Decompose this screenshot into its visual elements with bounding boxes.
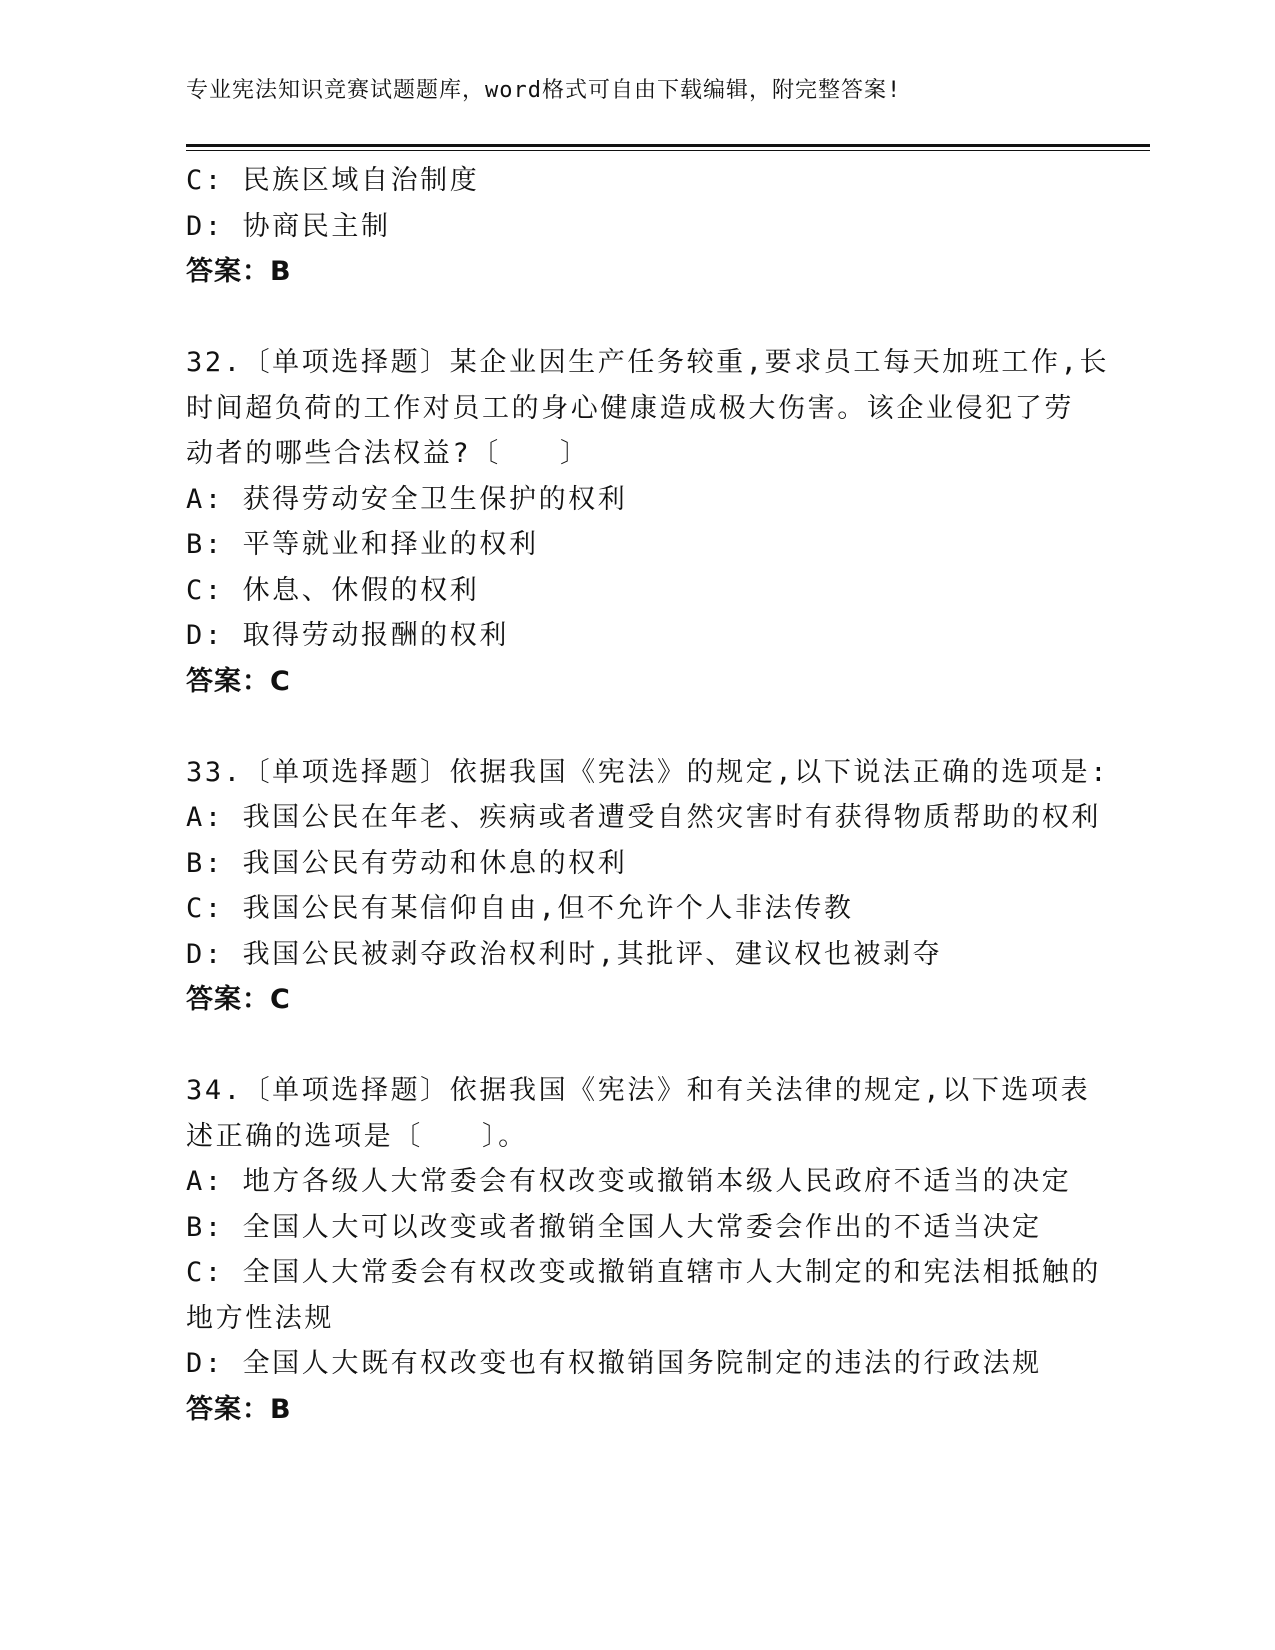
question-stem-line: 时间超负荷的工作对员工的身心健康造成极大伤害。该企业侵犯了劳 bbox=[186, 392, 1074, 424]
page-header: 专业宪法知识竞赛试题题库，word格式可自由下载编辑，附完整答案! bbox=[186, 78, 902, 103]
option-line: B: 平等就业和择业的权利 bbox=[186, 529, 539, 560]
option-line: D: 我国公民被剥夺政治权利时,其批评、建议权也被剥夺 bbox=[186, 938, 943, 970]
option-line: D: 协商民主制 bbox=[186, 210, 391, 242]
spacer bbox=[186, 1023, 1150, 1069]
option-line: C: 全国人大常委会有权改变或撤销直辖市人大制定的和宪法相抵触的 bbox=[186, 1257, 1101, 1288]
option-line: 地方性法规 bbox=[186, 1302, 334, 1334]
question-stem-line: 述正确的选项是〔 〕。 bbox=[186, 1120, 528, 1152]
option-line: C: 我国公民有某信仰自由,但不允许个人非法传教 bbox=[186, 893, 854, 924]
option-line: A: 地方各级人大常委会有权改变或撤销本级人民政府不适当的决定 bbox=[186, 1166, 1072, 1197]
option-line: A: 我国公民在年老、疾病或者遭受自然灾害时有获得物质帮助的权利 bbox=[186, 802, 1101, 833]
spacer bbox=[186, 295, 1150, 341]
answer-line: 答案：B bbox=[186, 256, 292, 287]
option-line: B: 我国公民有劳动和休息的权利 bbox=[186, 847, 628, 879]
header-rule-thin bbox=[186, 150, 1150, 151]
document-body bbox=[186, 158, 1150, 1432]
option-line: D: 全国人大既有权改变也有权撤销国务院制定的违法的行政法规 bbox=[186, 1348, 1042, 1379]
option-line: C: 休息、休假的权利 bbox=[186, 574, 480, 606]
question-stem-line: 33.〔单项选择题〕依据我国《宪法》的规定,以下说法正确的选项是: bbox=[186, 756, 1110, 788]
spacer bbox=[186, 704, 1150, 750]
answer-line: 答案：C bbox=[186, 665, 291, 697]
option-line: A: 获得劳动安全卫生保护的权利 bbox=[186, 483, 628, 515]
option-line: D: 取得劳动报酬的权利 bbox=[186, 620, 509, 651]
question-stem-line: 32.〔单项选择题〕某企业因生产任务较重,要求员工每天加班工作,长 bbox=[186, 347, 1110, 378]
option-line: C: 民族区域自治制度 bbox=[186, 165, 480, 196]
answer-line: 答案：C bbox=[186, 984, 291, 1015]
answer-line: 答案：B bbox=[186, 1393, 292, 1425]
option-line: B: 全国人大可以改变或者撤销全国人大常委会作出的不适当决定 bbox=[186, 1211, 1042, 1243]
question-stem-line: 动者的哪些合法权益?〔 〕 bbox=[186, 438, 590, 469]
header-rule-thick bbox=[186, 144, 1150, 147]
question-stem-line: 34.〔单项选择题〕依据我国《宪法》和有关法律的规定,以下选项表 bbox=[186, 1075, 1091, 1106]
